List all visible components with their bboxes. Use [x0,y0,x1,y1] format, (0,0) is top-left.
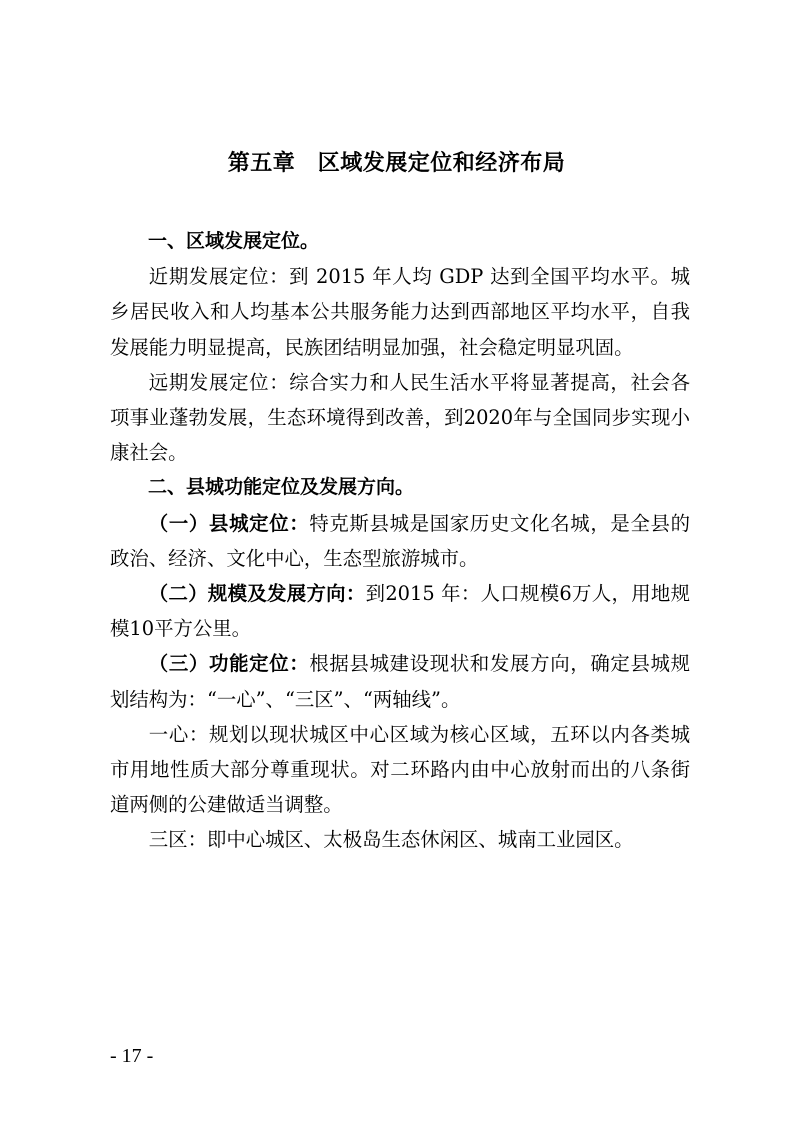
document-body [110,224,690,858]
item-label: （二）规模及发展方向： [148,582,366,606]
item-county-positioning [110,506,690,576]
item-text: 根据县城建设现状和发展方向，确定县城规划结构为：“一心”、“三区”、“两轴线”。 [110,652,691,711]
paragraph-long-term: 远期发展定位：综合实力和人民生活水平将显著提高，社会各项事业蓬勃发展，生态环境得到改善，到2020年与全国同步实现小康社会。 [110,370,690,465]
item-scale-direction [110,576,690,646]
item-text: 特克斯县城是国家历史文化名城，是全县的政治、经济、文化中心，生态型旅游城市。 [110,511,691,570]
item-label: （一）县城定位： [148,511,310,535]
paragraph-three-zones: 三区：即中心城区、太极岛生态休闲区、城南工业园区。 [148,828,634,852]
page-number: - 17 - [110,1045,154,1067]
item-text: 到2015 年：人口规模6万人，用地规模10平方公里。 [110,582,690,641]
chapter-title: 第五章 区域发展定位和经济布局 [227,151,566,176]
item-function-positioning [110,646,690,716]
paragraph-one-center: 一心：规划以现状城区中心区域为核心区域，五环以内各类城市用地性质大部分尊重现状。对二环路内由中心放射而出的八条街道两侧的公建做适当调整。 [110,722,690,817]
item-label: （三）功能定位： [148,652,310,676]
section-heading-county-function: 二、县城功能定位及发展方向。 [148,476,415,499]
paragraph-near-term: 近期发展定位：到 2015 年人均 GDP 达到全国平均水平。城乡居民收入和人均基本公共服务能力达到西部地区平均水平，自我发展能力明显提高，民族团结明显加强，社会稳定明显巩固。 [110,265,690,359]
section-heading-positioning: 一、区域发展定位。 [148,230,320,252]
